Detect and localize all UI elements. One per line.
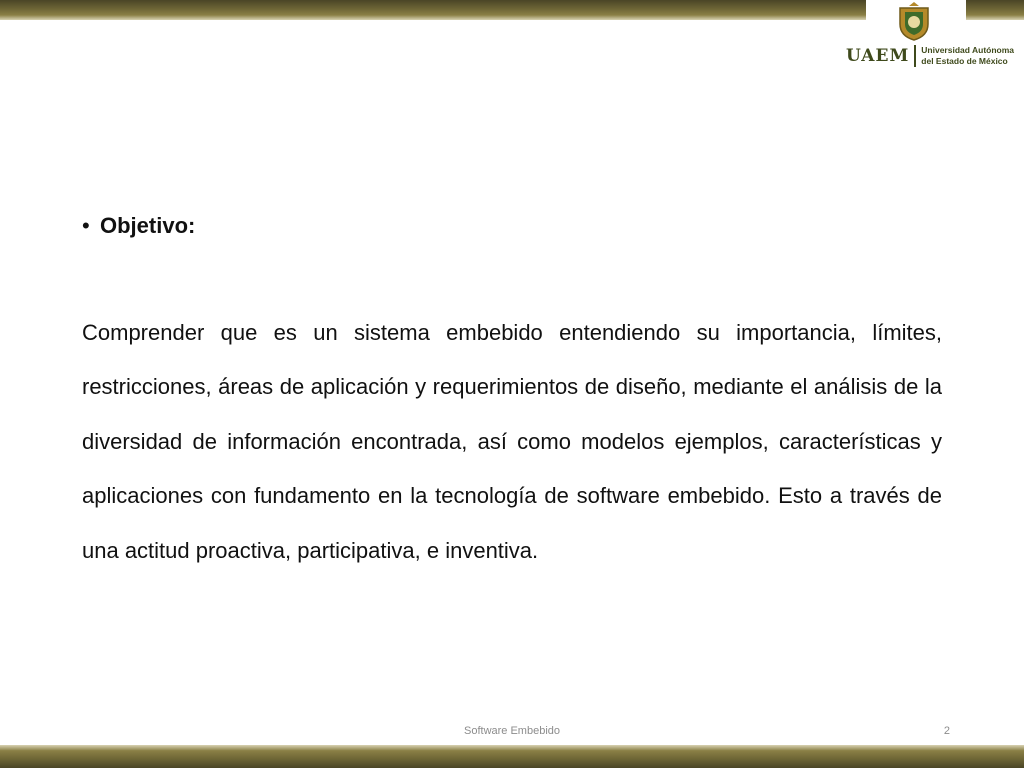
logo-acronym: UAEM xyxy=(846,46,910,66)
bullet-item xyxy=(82,206,942,246)
uaem-logo xyxy=(846,2,1022,74)
logo-line-1: Universidad Autónoma xyxy=(921,45,1015,55)
logo-university-name xyxy=(921,45,1014,67)
slide-body xyxy=(82,206,942,600)
page-number: 2 xyxy=(943,725,950,737)
logo-wordmark xyxy=(846,42,1022,70)
university-crest-icon xyxy=(894,2,934,42)
footer-title: Software Embebido xyxy=(464,725,560,737)
bullet-title: Objetivo: xyxy=(100,213,196,238)
objective-paragraph: Comprender que es un sistema embebido entendiendo su importancia, límites, restricciones, áreas de aplicación y requerimientos de diseño, mediante el análisis de la diversidad de información encontrada, así como modelos ejemplos, características y aplicaciones con fundamento en la tecnología de software embebido. Esto a través de una actitud proactiva, participativa, e inventiva. xyxy=(82,320,942,563)
bullet-icon: • xyxy=(82,213,90,238)
bottom-decorative-band xyxy=(0,745,1024,768)
logo-divider xyxy=(914,45,916,67)
logo-line-2: del Estado de México xyxy=(921,56,1008,66)
